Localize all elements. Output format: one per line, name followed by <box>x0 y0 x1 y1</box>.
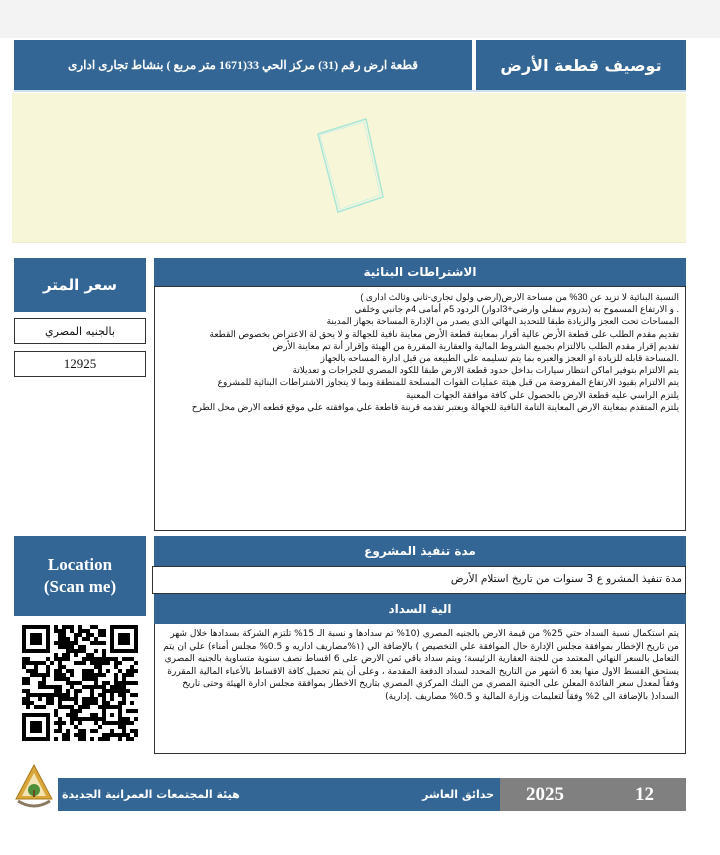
top-strip <box>0 0 720 38</box>
project-duration-heading: مدة تنفيذ المشروع <box>364 544 476 558</box>
condition-line: يتم الالتزام بقيود الارتفاع المفروضة من قبل هيئة عمليات القوات المسلحة للمنطقة وبما لا يتجاوز الاشتراطات البنائية للمشروع <box>217 377 679 388</box>
scan-me-label: (Scan me) <box>43 577 117 596</box>
payment-mechanism-body <box>154 624 686 754</box>
qr-code-graphic <box>22 625 138 741</box>
footer-meta <box>500 778 686 811</box>
location-box <box>14 536 146 616</box>
city-name: حدائق العاشر <box>422 788 494 801</box>
page-title-box <box>476 40 686 90</box>
condition-line: يتم الالتزام بتوفير اماكن انتظار سيارات بداخل حدود قطعة الارض طبقا للكود المصري للجراجات و تعديلاتة <box>292 365 679 376</box>
condition-line: المساحات تحت العجز والزيادة طبقا للتحديد النهائي الذي يصدر من الإدارة المساحة بجهاز المدينة <box>326 316 679 327</box>
footer-bar <box>58 778 500 811</box>
price-per-meter-header <box>14 258 146 312</box>
plot-map <box>12 93 686 243</box>
payment-heading: الية السداد <box>388 602 452 616</box>
header-divider <box>14 90 686 92</box>
project-duration-text: مدة تنفيذ المشرو ع 3 سنوات من تاريخ استلام الأرض <box>450 573 682 585</box>
project-duration-body <box>152 566 686 594</box>
price-heading: سعر المتر <box>42 276 118 294</box>
building-conditions-body <box>154 286 686 531</box>
plot-description-header <box>14 40 472 90</box>
ncua-logo-icon <box>12 763 56 811</box>
condition-line: تقديم مقدم الطلب على قطعة الأرض عالية أقرار بمعاينة قطعة الأرض معاينة نافية للجهالة و لا يحق لة الاعتراض بخصوص القطعة <box>209 328 679 339</box>
building-conditions-header <box>154 258 686 286</box>
location-label: Location <box>47 555 113 574</box>
project-duration-header <box>154 536 686 566</box>
qr-code-icon[interactable] <box>22 625 138 741</box>
price-unit: بالجنيه المصري <box>45 324 115 338</box>
condition-line: يلتزم المتقدم بمعاينة الارض المعاينة التامة النافية للجهالة ويعتبر تقدمه قرينة قاطعة علي موافقته علي موقع قطعه الارض محل الطرح <box>191 401 679 412</box>
plot-description: قطعة ارض رقم (31) مركز الحي 33(1671 متر مربع ) بنشاط تجارى ادارى <box>67 57 419 72</box>
page-title: توصيف قطعة الأرض <box>500 55 662 75</box>
condition-line: يلتزم الراسي عليه قطعة الارض بالحصول علي كافة موافقة الجهات المعنية <box>405 389 679 400</box>
plot-map-canvas <box>12 93 686 243</box>
payment-mechanism-header <box>154 594 686 624</box>
condition-line: . و الارتفاع المسموح به (بدروم سفلي وارضي+3ادوار) الردود 5م أمامى 4م جانبي وخلفي <box>354 304 679 315</box>
price-unit-box <box>14 318 146 344</box>
price-value: 12925 <box>63 356 97 371</box>
payment-text: يتم استكمال نسبة السداد حتي 25% من قيمة الارض بالجنيه المصري (10% تم سدادها و نسبة الـ 15% تلتزم الشركة بسدادها خلال شهر من تاريخ الإخطار بموافقة مجلس الإدارة حال الموافقة علي التخصيص ) بالإضافة الي (١%مصاريف اداريه و 0.5% مجلس أمناء) علي ان يتم التعامل بالسعر النهائي المعتمد من للجنة العقارية الرئيسة؛ ويتم سداد باقي ثمن الارض على 6 اقساط نصف سنوية متساوية بالجنيه المصري يستحق القسط الاول منها بعد 6 أشهر من التاريخ المحدد لسداد الدفعة المقدمة ، وعلى أن يتم تحميل كافة الاقساط بالأعباء المالية المقررة وفقاً لمعدل سعر الفائدة المعلن على الجنية المصري من البنك المركزي المصري بتاريخ الاخطار بموافقة مجلس ادارة الهيئة وحتى تاريخ السداد( بالإضافة الى 2% وفقاً لتعليمات وزارة المالية و 0.5% مصاريف .إدارية) <box>163 629 679 702</box>
condition-line: .المساحة قابله للزيادة او العجز والعبره بما يتم تسليمه علي الطبيعه من قبل ادارة المساحه بالجهاز <box>320 353 679 364</box>
condition-line: تقديم إقرار مقدم الطلب بالالتزام بجميع الشروط المالية والعقارية المقررة من الهيئة وإقرار أنة تم معاينة الأرض <box>272 340 679 351</box>
condition-line: النسبة البنائية لا تزيد عن 30% من مساحة الارض(ارضي ولول تجاري-ثاني وثالث ادارى ) <box>360 292 679 302</box>
year: 2025 <box>526 783 564 805</box>
price-value-box <box>14 351 146 377</box>
building-conditions-heading: الاشتراطات البنائية <box>363 265 477 279</box>
page-number: 12 <box>635 783 654 805</box>
organization-name: هيئة المجتمعات العمرانية الجديدة <box>62 788 240 801</box>
